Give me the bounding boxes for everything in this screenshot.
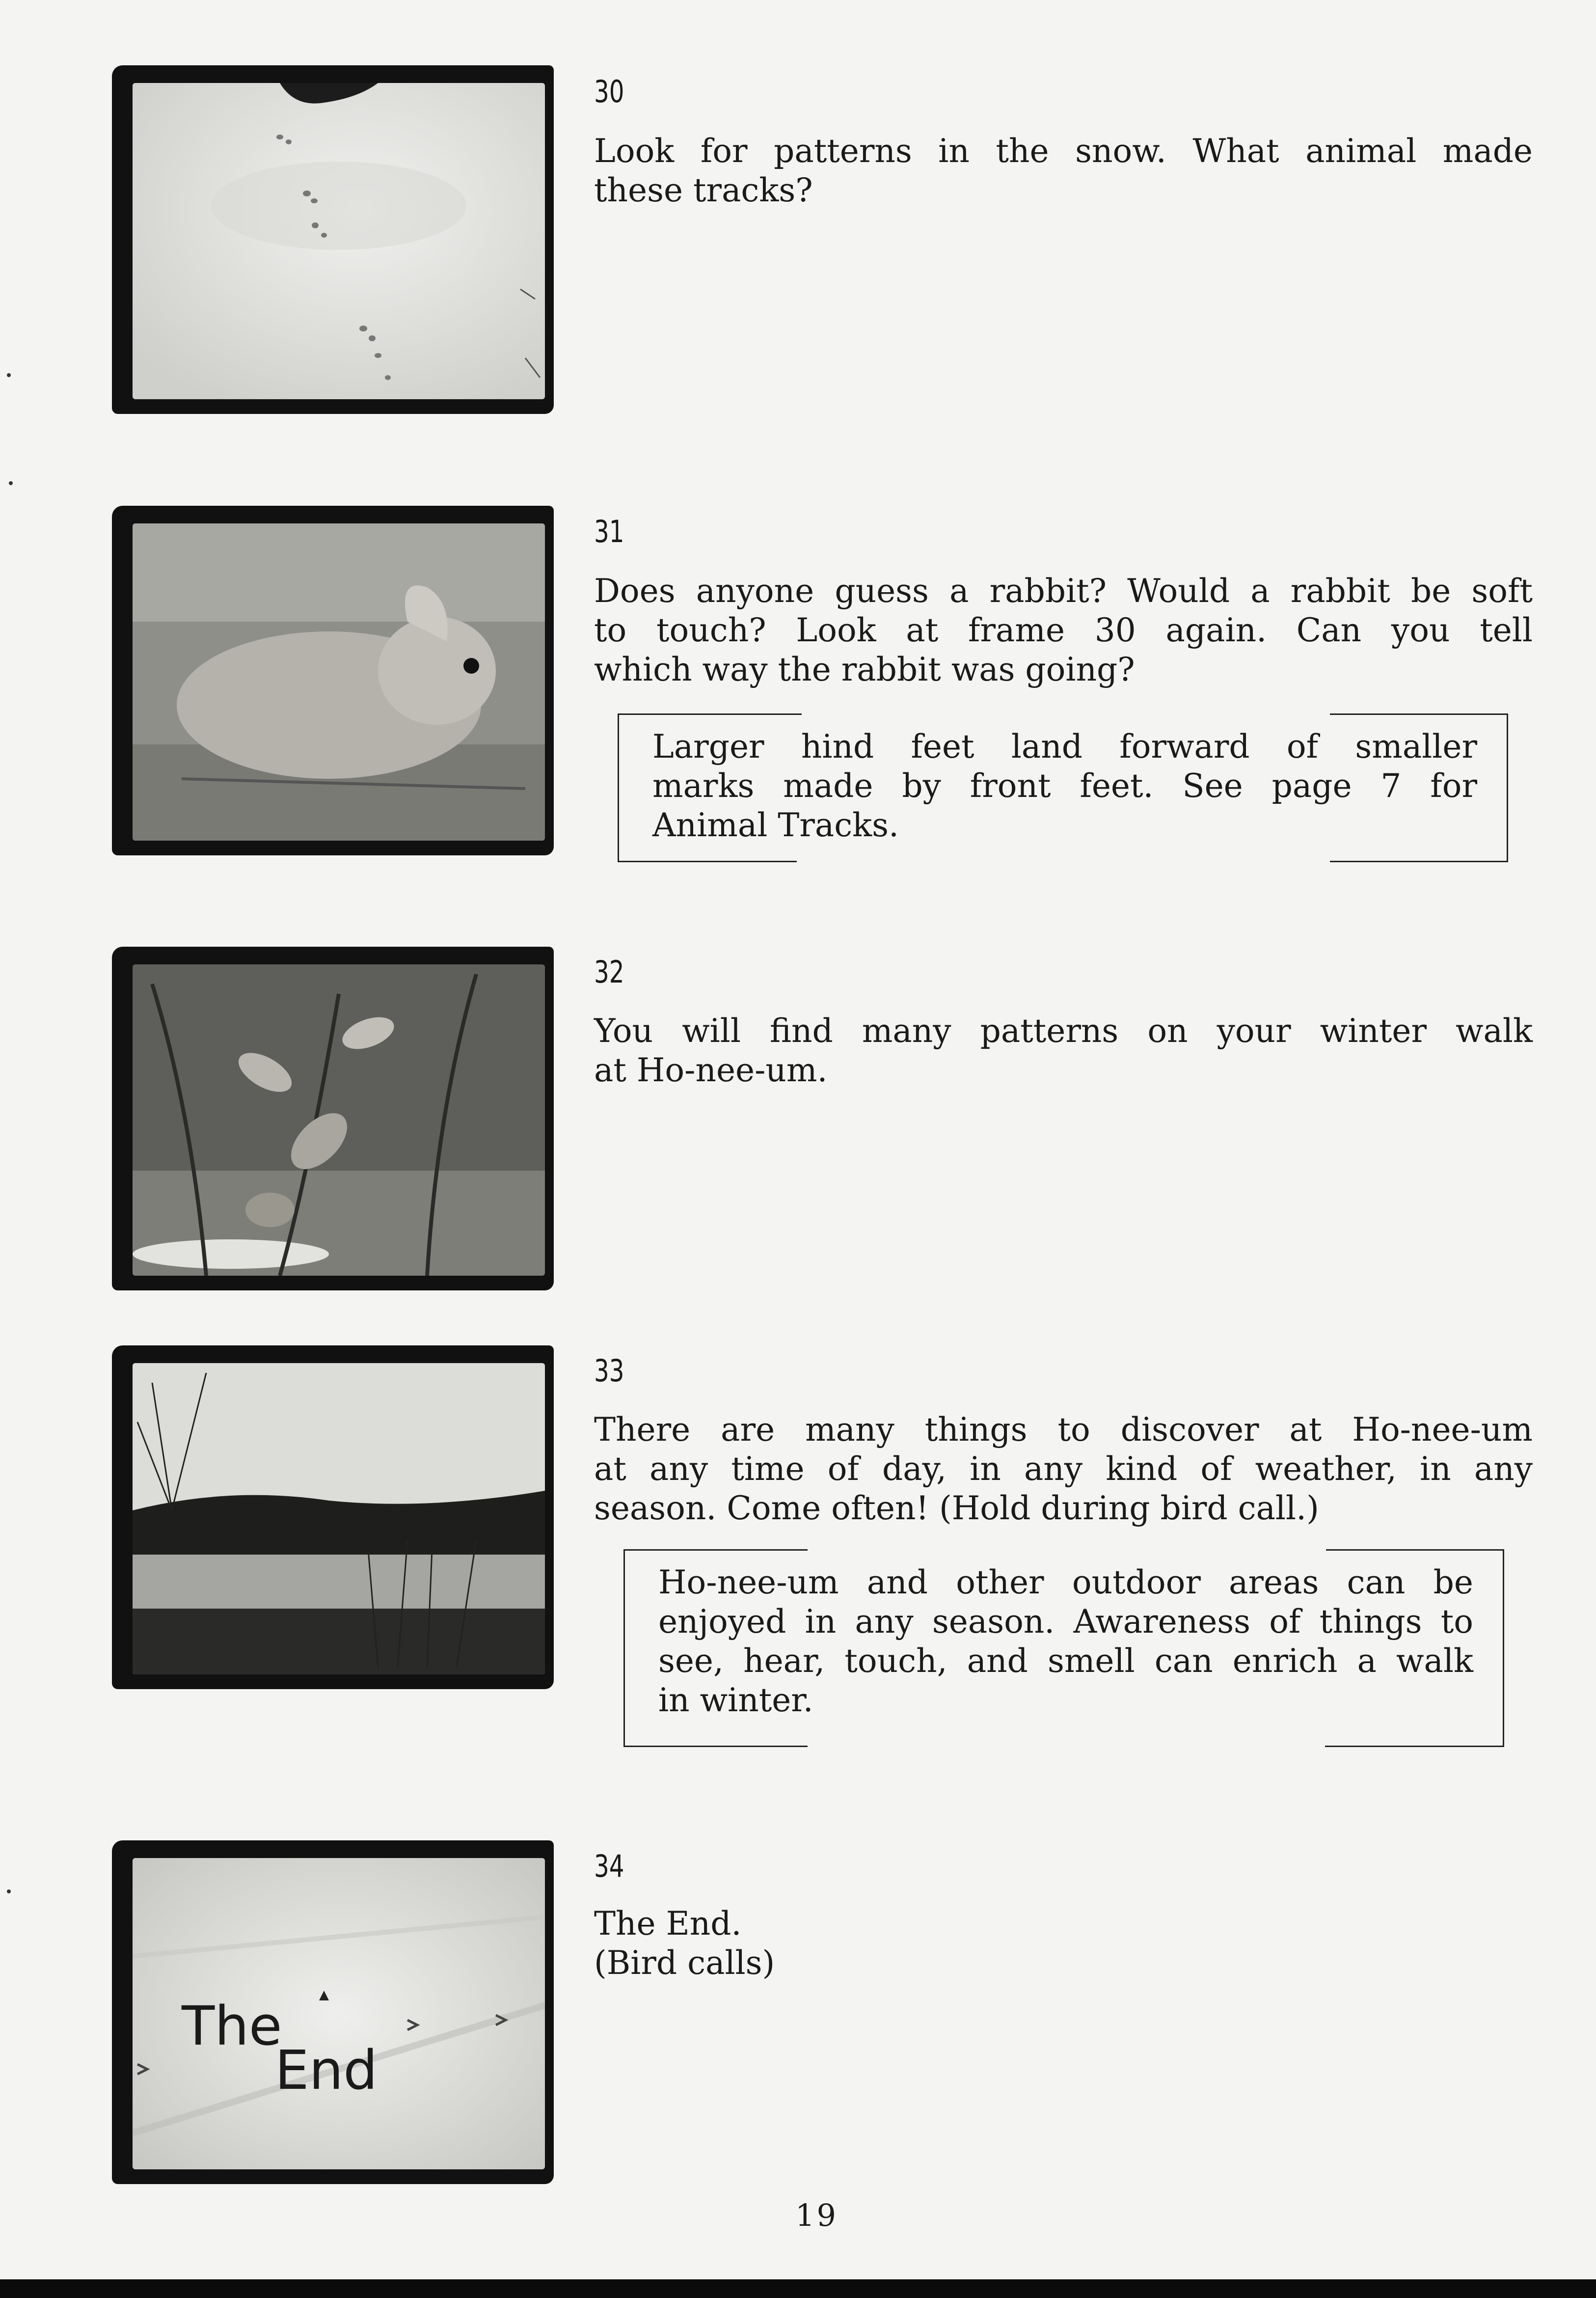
frame-32-image	[112, 947, 554, 1290]
frame-31-text: Does anyone guess a rabbit? Would a rabbit be soft to touch? Look at frame 30 again. Can you tell which way the rabbit was going?	[594, 572, 1533, 688]
frame-32-number: 32	[594, 954, 624, 990]
frame-33-note: Ho-nee-um and other outdoor areas can be enjoyed in any season. Awareness of things to see, hear, touch, and smell can enrich a walk in winter.	[623, 1549, 1504, 1747]
frame-32-text: You will find many patterns on your winter walk at Ho-nee-um.	[594, 1012, 1533, 1089]
snow-tracks-illustration	[133, 83, 545, 399]
scan-speck	[7, 373, 11, 377]
page-number: 19	[795, 2197, 838, 2233]
frame-33-image	[112, 1345, 554, 1689]
the-end-snow-illustration	[133, 1858, 545, 2169]
the-end-caption-the: The	[182, 1995, 282, 2057]
frame-31-note: Larger hind feet land forward of smaller marks made by front feet. See page 7 for Animal Tracks.	[618, 713, 1508, 862]
scan-edge-bar	[0, 2279, 1596, 2298]
scan-speck	[7, 1889, 11, 1893]
scan-speck	[9, 481, 13, 485]
frame-33-number: 33	[594, 1353, 624, 1389]
frame-31-number: 31	[594, 514, 624, 549]
frame-34-image	[112, 1840, 554, 2184]
frame-30-number: 30	[594, 74, 624, 109]
winter-pond-illustration	[133, 1363, 545, 1674]
frame-31-image	[112, 506, 554, 855]
rabbit-illustration	[133, 523, 545, 841]
frame-34-number: 34	[594, 1848, 624, 1884]
frame-34-text: The End. (Bird calls)	[594, 1905, 775, 1982]
the-end-caption-end: End	[275, 2039, 378, 2102]
frame-30-image	[112, 65, 554, 414]
frame-30-text: Look for patterns in the snow. What animal made these tracks?	[594, 132, 1533, 209]
milkweed-pods-illustration	[133, 964, 545, 1276]
frame-33-text: There are many things to discover at Ho-nee-um at any time of day, in any kind of weather, in any season. Come often! (Hold during bird call.)	[594, 1411, 1533, 1527]
